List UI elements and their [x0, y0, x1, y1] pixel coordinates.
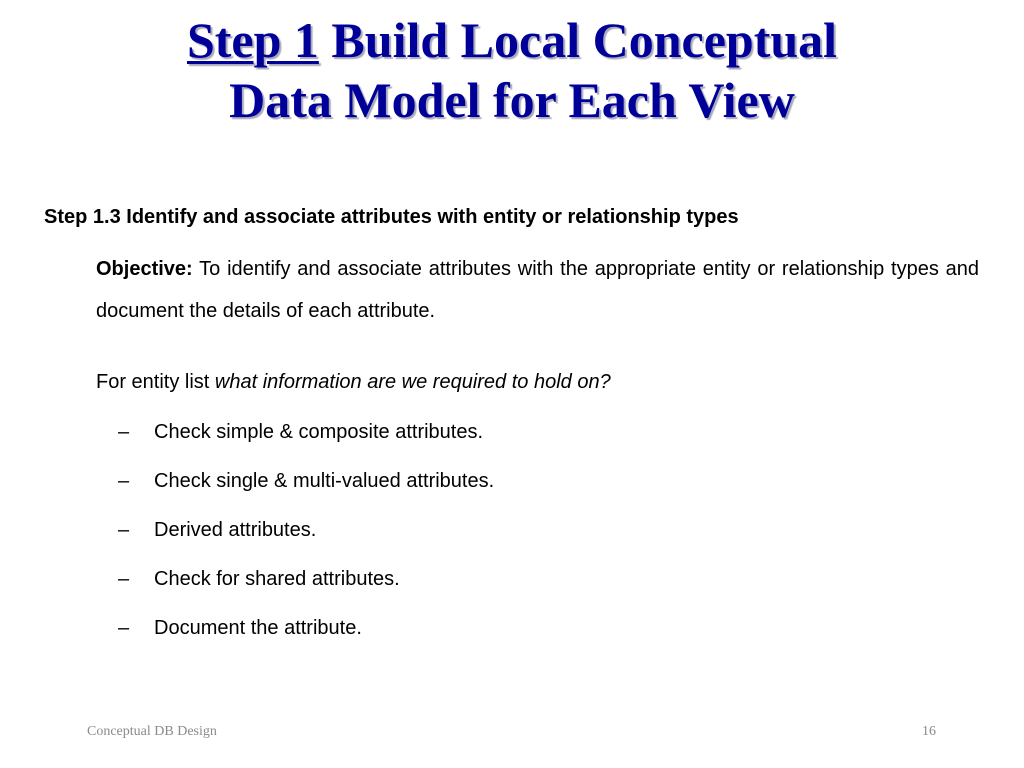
list-item	[118, 418, 494, 467]
footer-course-title: Conceptual DB Design	[87, 724, 217, 739]
slide-page-number: 16	[922, 724, 936, 739]
objective-label: Objective:	[96, 258, 193, 280]
dash-bullet-icon: –	[118, 617, 130, 639]
list-item-text: Document the attribute.	[154, 617, 362, 639]
dash-bullet-icon: –	[118, 519, 130, 541]
step-heading: Step 1.3 Identify and associate attributes with entity or relationship types	[44, 206, 739, 228]
step-1-link[interactable]: Step 1	[186, 12, 319, 68]
entity-list-line	[96, 368, 611, 396]
list-item	[118, 467, 494, 516]
attribute-checklist	[118, 418, 494, 663]
list-item-text: Check single & multi-valued attributes.	[154, 470, 495, 492]
list-item-text: Derived attributes.	[154, 519, 317, 541]
entity-list-question: what information are we required to hold on?	[214, 371, 611, 393]
objective-text: To identify and associate attributes with the appropriate entity or relationship types and document the details of each attribute.	[96, 258, 979, 322]
entity-list-prefix: For entity list	[96, 371, 215, 393]
list-item	[118, 614, 494, 663]
list-item-text: Check for shared attributes.	[154, 568, 400, 590]
slide-title-line-1-rest: Build Local Conceptual	[318, 12, 838, 68]
slide-title-line-2: Data Model for Each View	[229, 72, 795, 128]
dash-bullet-icon: –	[118, 421, 130, 443]
dash-bullet-icon: –	[118, 470, 130, 492]
list-item	[118, 565, 494, 614]
slide-title-line-1	[0, 10, 1024, 70]
slide-title	[0, 10, 1024, 130]
dash-bullet-icon: –	[118, 568, 130, 590]
list-item-text: Check simple & composite attributes.	[154, 421, 484, 443]
objective-paragraph	[96, 248, 979, 332]
list-item	[118, 516, 494, 565]
